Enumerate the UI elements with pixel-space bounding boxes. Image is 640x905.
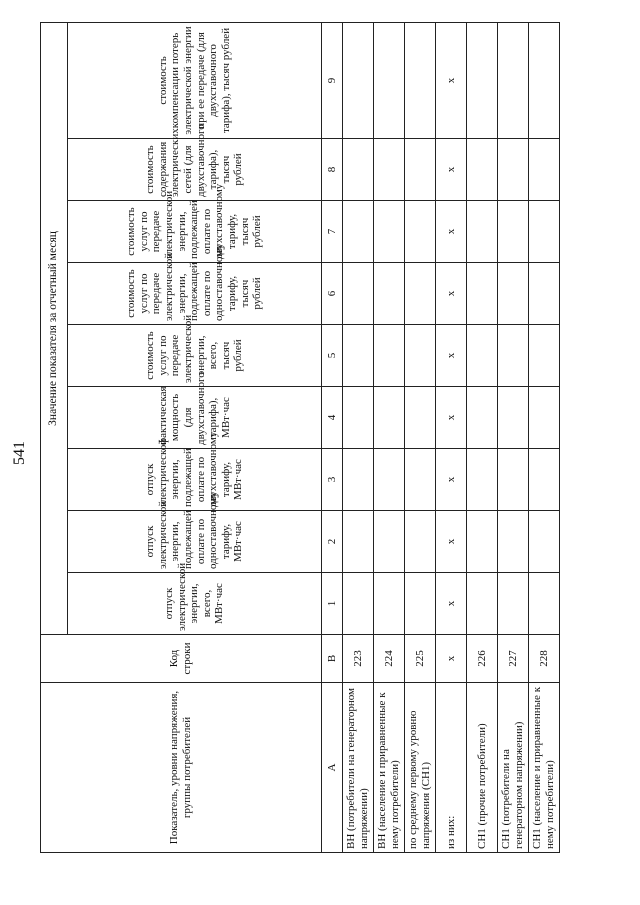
- value-cell[interactable]: [343, 387, 374, 449]
- value-cell[interactable]: [529, 325, 560, 387]
- header-value-col-6: стоимость услуг по передаче электрической энергии, подлежащей оплате по одноставочному тарифу, тысяч рублей: [68, 263, 322, 325]
- column-number-cell: 5: [322, 325, 343, 387]
- value-cell[interactable]: [529, 573, 560, 635]
- value-cell[interactable]: [343, 511, 374, 573]
- value-cell[interactable]: [467, 573, 498, 635]
- value-cell[interactable]: [498, 263, 529, 325]
- value-cell[interactable]: [529, 387, 560, 449]
- value-cell[interactable]: [405, 511, 436, 573]
- value-cell[interactable]: х: [436, 139, 467, 201]
- value-cell[interactable]: [467, 449, 498, 511]
- row-code: 227: [498, 635, 529, 683]
- value-cell[interactable]: [467, 387, 498, 449]
- value-cell[interactable]: [374, 139, 405, 201]
- row-label: из них:: [436, 683, 467, 853]
- value-cell[interactable]: [343, 201, 374, 263]
- header-value-col-7: стоимость услуг по передаче электрической энергии, подлежащей оплате по двухставочному тарифу, тысяч рублей: [68, 201, 322, 263]
- value-cell[interactable]: [343, 263, 374, 325]
- value-cell[interactable]: [405, 139, 436, 201]
- value-cell[interactable]: [529, 263, 560, 325]
- value-cell[interactable]: [405, 201, 436, 263]
- row-label: СН1 (потребители на генераторном напряжении): [498, 683, 529, 853]
- row-code: 224: [374, 635, 405, 683]
- value-cell[interactable]: [374, 22, 405, 138]
- table-row: [374, 22, 405, 852]
- value-cell[interactable]: [405, 263, 436, 325]
- value-cell[interactable]: [529, 449, 560, 511]
- table-row: [405, 22, 436, 852]
- header-group-value: Значение показателя за отчетный месяц: [41, 22, 68, 634]
- header-value-col-1: отпуск электрической энергии, всего, МВт·час: [68, 573, 322, 635]
- table-row: [529, 22, 560, 852]
- value-cell[interactable]: [405, 325, 436, 387]
- value-cell[interactable]: х: [436, 325, 467, 387]
- value-cell[interactable]: [467, 201, 498, 263]
- value-cell[interactable]: х: [436, 201, 467, 263]
- value-cell[interactable]: [343, 325, 374, 387]
- value-cell[interactable]: х: [436, 22, 467, 138]
- value-cell[interactable]: [498, 573, 529, 635]
- value-cell[interactable]: [498, 449, 529, 511]
- report-table: [40, 22, 560, 853]
- row-label: по среднему первому уровню напряжения (СН1): [405, 683, 436, 853]
- value-cell[interactable]: [498, 387, 529, 449]
- value-cell[interactable]: х: [436, 387, 467, 449]
- value-cell[interactable]: [498, 22, 529, 138]
- value-cell[interactable]: [374, 511, 405, 573]
- value-cell[interactable]: [374, 201, 405, 263]
- header-value-col-2: отпуск электрической энергии, подлежащей оплате по одноставочному тарифу, МВт·час: [68, 511, 322, 573]
- value-cell[interactable]: х: [436, 511, 467, 573]
- header-value-col-4: фактическая мощность (для двухставочного тарифа), МВт·час: [68, 387, 322, 449]
- row-label: СН1 (население и приравненные к нему потребители): [529, 683, 560, 853]
- column-number-cell: А: [322, 683, 343, 853]
- column-number-cell: 3: [322, 449, 343, 511]
- header-value-col-9: стоимость компенсации потерь электрической энергии при ее передаче (для двухставочного тарифа), тысяч рублей: [68, 22, 322, 138]
- row-code: х: [436, 635, 467, 683]
- table-row: [436, 22, 467, 852]
- column-number-cell: 4: [322, 387, 343, 449]
- value-cell[interactable]: [405, 387, 436, 449]
- column-number-cell: В: [322, 635, 343, 683]
- value-cell[interactable]: [405, 22, 436, 138]
- row-code: 225: [405, 635, 436, 683]
- value-cell[interactable]: [529, 139, 560, 201]
- value-cell[interactable]: [498, 201, 529, 263]
- value-cell[interactable]: [374, 573, 405, 635]
- header-value-col-5: стоимость услуг по передаче электрической энергии, всего, тысяч рублей: [68, 325, 322, 387]
- header-value-col-3: отпуск электрической энергии, подлежащей оплате по двухставочному тарифу, МВт·час: [68, 449, 322, 511]
- row-label: ВН (население и приравненные к нему потребители): [374, 683, 405, 853]
- value-cell[interactable]: [467, 22, 498, 138]
- value-cell[interactable]: [467, 139, 498, 201]
- value-cell[interactable]: [343, 22, 374, 138]
- value-cell[interactable]: [467, 325, 498, 387]
- value-cell[interactable]: [343, 573, 374, 635]
- value-cell[interactable]: [529, 22, 560, 138]
- value-cell[interactable]: [498, 325, 529, 387]
- table-row: [498, 22, 529, 852]
- column-number-cell: 7: [322, 201, 343, 263]
- value-cell[interactable]: [374, 325, 405, 387]
- row-label: СН1 (прочие потребители): [467, 683, 498, 853]
- value-cell[interactable]: [343, 449, 374, 511]
- header-indicator: Показатель, уровни напряжения, группы потребителей: [41, 683, 322, 853]
- value-cell[interactable]: [467, 263, 498, 325]
- value-cell[interactable]: х: [436, 449, 467, 511]
- value-cell[interactable]: [498, 139, 529, 201]
- value-cell[interactable]: [467, 511, 498, 573]
- value-cell[interactable]: [374, 387, 405, 449]
- value-cell[interactable]: [374, 449, 405, 511]
- header-row-code: Код строки: [41, 635, 322, 683]
- rotated-table-wrapper: [40, 23, 560, 853]
- column-number-cell: 8: [322, 139, 343, 201]
- value-cell[interactable]: [529, 511, 560, 573]
- value-cell[interactable]: [405, 573, 436, 635]
- header-value-col-8: стоимость содержания электрических сетей (для двухставочного тарифа), тысяч рублей: [68, 139, 322, 201]
- column-number-cell: 9: [322, 22, 343, 138]
- row-code: 226: [467, 635, 498, 683]
- value-cell[interactable]: х: [436, 263, 467, 325]
- row-code: 228: [529, 635, 560, 683]
- value-cell[interactable]: [498, 511, 529, 573]
- column-number-cell: 6: [322, 263, 343, 325]
- column-number-cell: 1: [322, 573, 343, 635]
- value-cell[interactable]: [343, 139, 374, 201]
- column-number-cell: 2: [322, 511, 343, 573]
- page-number: 541: [11, 440, 28, 465]
- value-cell[interactable]: [374, 263, 405, 325]
- value-cell[interactable]: [529, 201, 560, 263]
- value-cell[interactable]: х: [436, 573, 467, 635]
- row-code: 223: [343, 635, 374, 683]
- value-cell[interactable]: [405, 449, 436, 511]
- row-label: ВН (потребители на генераторном напряжении): [343, 683, 374, 853]
- table-row: [467, 22, 498, 852]
- table-row: [343, 22, 374, 852]
